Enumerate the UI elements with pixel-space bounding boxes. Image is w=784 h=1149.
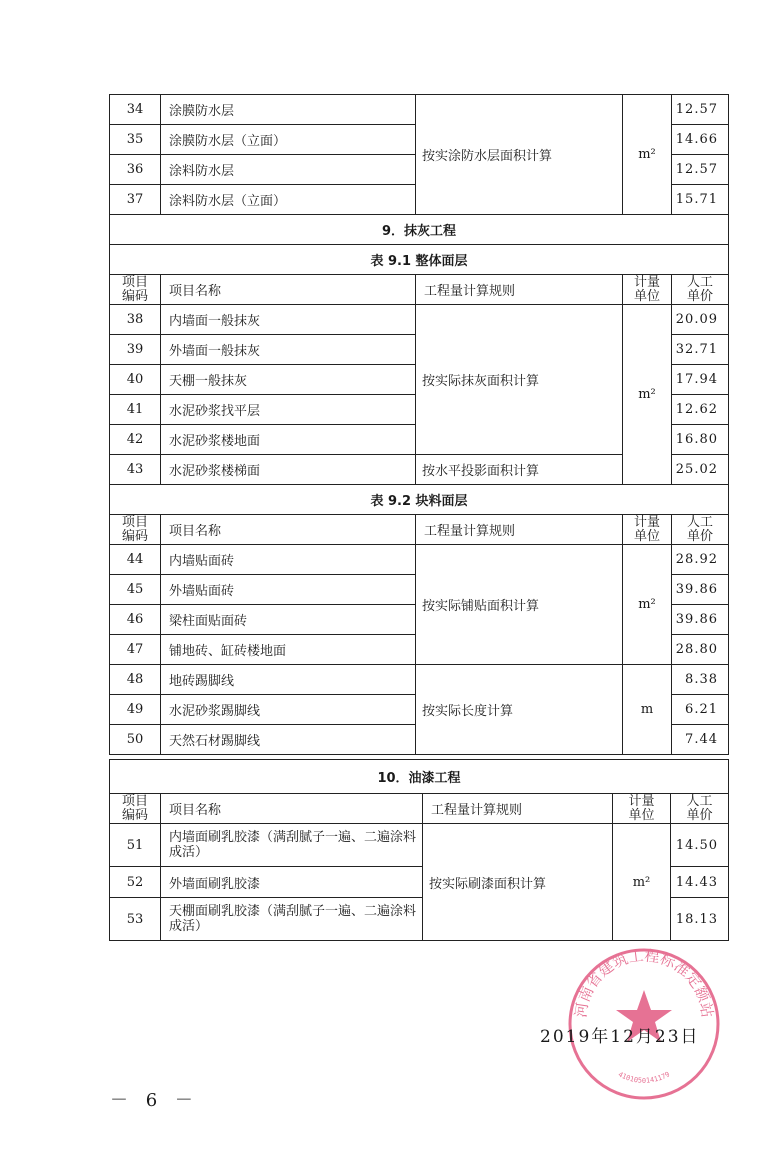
item-code: 39 (110, 335, 161, 365)
item-name: 内墙面一般抹灰 (161, 305, 416, 335)
calc-rule: 按实际刷漆面积计算 (423, 824, 613, 941)
item-name: 天棚面刷乳胶漆（满刮腻子一遍、二遍涂料成活） (161, 898, 423, 941)
unit-price: 15.71 (672, 185, 729, 215)
header-code (110, 794, 161, 824)
unit-price: 18.13 (671, 898, 729, 941)
unit-price: 25.02 (672, 455, 729, 485)
header-price (672, 515, 729, 545)
unit-price: 14.43 (671, 867, 729, 898)
unit-price: 39.86 (672, 575, 729, 605)
header-row (110, 515, 729, 545)
seal-text: 河南省建筑工程标准定额站 (571, 946, 717, 1019)
issue-date: 2019年12月23日 (540, 1027, 700, 1047)
item-code: 37 (110, 185, 161, 215)
table-row (110, 545, 729, 575)
calc-rule: 按水平投影面积计算 (416, 455, 623, 485)
header-rule: 工程量计算规则 (423, 794, 613, 824)
section10-table (109, 759, 729, 941)
calc-rule: 按实涂防水层面积计算 (416, 95, 623, 215)
table-title: 表 9.1 整体面层 (110, 245, 729, 275)
table-row (110, 95, 729, 125)
item-name: 涂膜防水层（立面） (161, 125, 416, 155)
item-name: 内墙面刷乳胶漆（满刮腻子一遍、二遍涂料成活） (161, 824, 423, 867)
item-name: 地砖踢脚线 (161, 665, 416, 695)
item-name: 外墙贴面砖 (161, 575, 416, 605)
item-code: 43 (110, 455, 161, 485)
table-title-row (110, 245, 729, 275)
item-name: 水泥砂浆楼梯面 (161, 455, 416, 485)
section-title: 10．油漆工程 (110, 760, 729, 794)
item-name: 涂料防水层 (161, 155, 416, 185)
item-code: 48 (110, 665, 161, 695)
table-row (110, 665, 729, 695)
unit-price: 32.71 (672, 335, 729, 365)
header-row (110, 275, 729, 305)
calc-rule: 按实际长度计算 (416, 665, 623, 755)
header-code-label: 项目编码 (121, 274, 148, 304)
unit-price: 17.94 (672, 365, 729, 395)
item-name: 外墙面刷乳胶漆 (161, 867, 423, 898)
unit-price: 20.09 (672, 305, 729, 335)
item-code: 40 (110, 365, 161, 395)
section-title-row (110, 215, 729, 245)
item-code: 35 (110, 125, 161, 155)
unit-price: 12.62 (672, 395, 729, 425)
item-name: 梁柱面贴面砖 (161, 605, 416, 635)
item-code: 45 (110, 575, 161, 605)
unit: m² (613, 824, 671, 941)
header-name: 项目名称 (161, 515, 416, 545)
header-price-label: 人工单价 (686, 514, 713, 544)
item-name: 水泥砂浆踢脚线 (161, 695, 416, 725)
header-code-label: 项目编码 (121, 793, 148, 823)
unit-price: 8.38 (672, 665, 729, 695)
unit-price: 12.57 (672, 155, 729, 185)
header-unit-label: 计量单位 (628, 793, 655, 823)
unit-price: 14.50 (671, 824, 729, 867)
header-unit (613, 794, 671, 824)
header-code-label: 项目编码 (121, 514, 148, 544)
item-name: 水泥砂浆找平层 (161, 395, 416, 425)
header-unit-label: 计量单位 (633, 274, 660, 304)
seal-serial: 4101050141179 (616, 1070, 672, 1085)
item-code: 47 (110, 635, 161, 665)
item-code: 52 (110, 867, 161, 898)
header-unit-label: 计量单位 (633, 514, 660, 544)
item-name: 涂膜防水层 (161, 95, 416, 125)
item-code: 51 (110, 824, 161, 867)
item-name: 铺地砖、缸砖楼地面 (161, 635, 416, 665)
unit-price: 16.80 (672, 425, 729, 455)
item-code: 42 (110, 425, 161, 455)
unit: m² (623, 305, 672, 485)
header-price-label: 人工单价 (686, 793, 713, 823)
item-name: 天然石材踢脚线 (161, 725, 416, 755)
page-number: － 6 － (110, 1090, 199, 1111)
header-unit (623, 515, 672, 545)
header-price-label: 人工单价 (686, 274, 713, 304)
item-name: 天棚一般抹灰 (161, 365, 416, 395)
unit-price: 14.66 (672, 125, 729, 155)
calc-rule: 按实际抹灰面积计算 (416, 305, 623, 455)
calc-rule: 按实际铺贴面积计算 (416, 545, 623, 665)
item-code: 46 (110, 605, 161, 635)
header-price (672, 275, 729, 305)
item-code: 44 (110, 545, 161, 575)
unit-price: 39.86 (672, 605, 729, 635)
header-row (110, 794, 729, 824)
item-code: 38 (110, 305, 161, 335)
header-name: 项目名称 (161, 794, 423, 824)
table-title-row (110, 485, 729, 515)
item-name: 涂料防水层（立面） (161, 185, 416, 215)
header-code (110, 275, 161, 305)
header-code (110, 515, 161, 545)
section-title-row (110, 760, 729, 794)
table-title: 表 9.2 块料面层 (110, 485, 729, 515)
main-table (109, 94, 729, 755)
table-row (110, 824, 729, 867)
item-code: 36 (110, 155, 161, 185)
header-rule: 工程量计算规则 (416, 515, 623, 545)
header-rule: 工程量计算规则 (416, 275, 623, 305)
item-name: 内墙贴面砖 (161, 545, 416, 575)
table-row (110, 305, 729, 335)
item-code: 41 (110, 395, 161, 425)
unit: m² (623, 95, 672, 215)
section-title: 9．抹灰工程 (110, 215, 729, 245)
header-name: 项目名称 (161, 275, 416, 305)
item-name: 水泥砂浆楼地面 (161, 425, 416, 455)
unit-price: 12.57 (672, 95, 729, 125)
header-unit (623, 275, 672, 305)
item-code: 53 (110, 898, 161, 941)
unit: m (623, 665, 672, 755)
item-name: 外墙面一般抹灰 (161, 335, 416, 365)
unit-price: 6.21 (672, 695, 729, 725)
unit: m² (623, 545, 672, 665)
unit-price: 28.80 (672, 635, 729, 665)
item-code: 34 (110, 95, 161, 125)
unit-price: 28.92 (672, 545, 729, 575)
item-code: 50 (110, 725, 161, 755)
item-code: 49 (110, 695, 161, 725)
header-price (671, 794, 729, 824)
unit-price: 7.44 (672, 725, 729, 755)
